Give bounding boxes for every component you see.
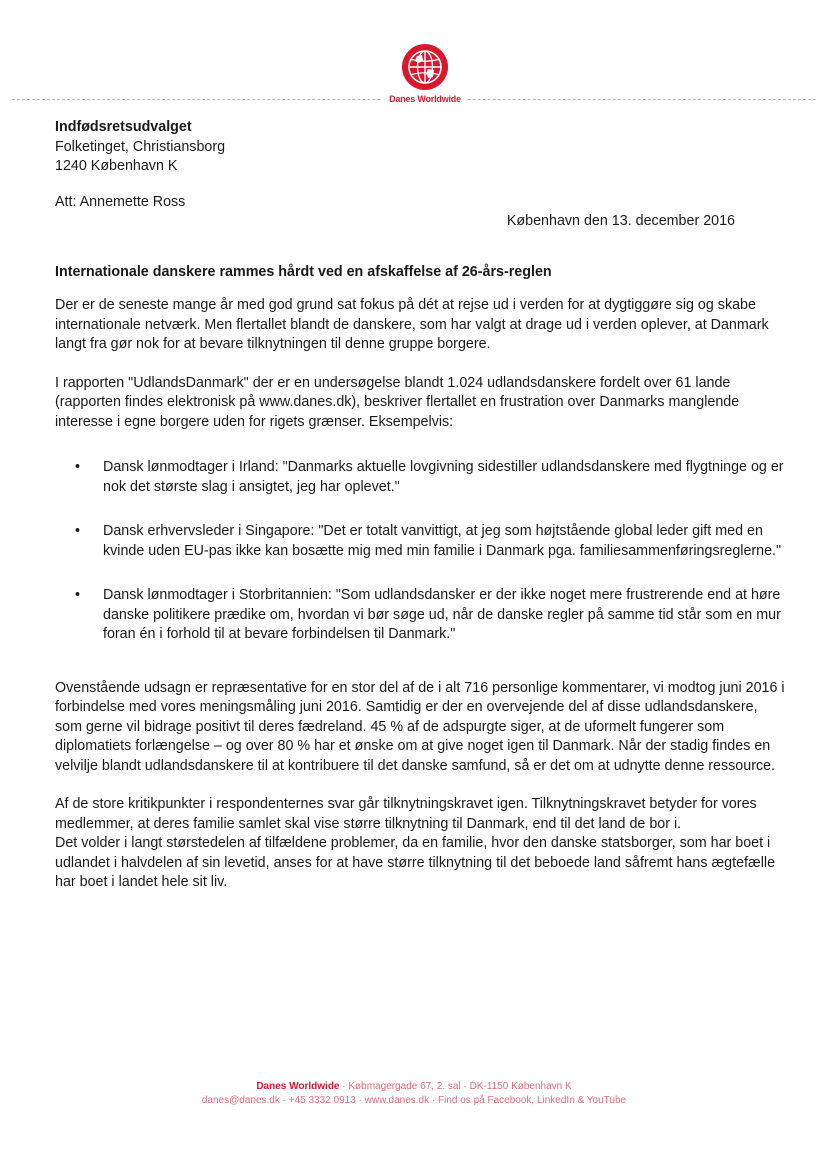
quote-text: Dansk lønmodtager i Storbritannien: "Som udlandsdansker er der ikke noget mere frustrerende end at høre danske politikere prædike om, hvordan vi bør søge ud, når de danske regler på samme tid står som en mur foran én i forhold til at bevare forbindelsen til Danmark." [103, 587, 781, 642]
recipient-line-1: Folketinget, Christiansborg [55, 138, 226, 155]
logo [382, 42, 468, 104]
attention-line: Att: Annemette Ross [55, 193, 186, 210]
quote-item [55, 586, 785, 645]
bullet-icon: • [75, 459, 81, 475]
quote-list [55, 458, 785, 645]
footer-address-line [0, 1080, 828, 1094]
quote-text: Dansk lønmodtager i Irland: "Danmarks aktuelle lovgivning sidestiller udlandsdanskere med flygtninge og er nok det største slag i ansigtet, jeg har oplevet." [103, 459, 784, 495]
logo-name: Danes Worldwide [382, 94, 468, 104]
globe-icon [400, 42, 450, 92]
quote-text: Dansk erhvervsleder i Singapore: "Det er totalt vanvittigt, at jeg som højtstående global leder gift med en kvinde uden EU-pas ikke kan bosætte mig med min familie i Danmark pga. familiesammenføringsreglerne." [103, 523, 782, 559]
recipient-org: Indfødsretsudvalget [55, 119, 192, 135]
footer-address: · Købmagergade 67, 2. sal · DK-1150 København K [339, 1081, 572, 1092]
recipient-address [55, 118, 785, 177]
footer-org-name: Danes Worldwide [256, 1081, 340, 1092]
body-paragraph: Ovenstående udsagn er repræsentative for en stor del af de i alt 716 personlige kommentarer, vi modtog juni 2016 i forbindelse med vores meningsmåling juni 2016. Samtidig er der en overvejende del af disse udlandsdanskere, som gerne vil bidrage positivt til deres fædreland. 45 % af de adspurgte siger, at de uformelt fungerer som diplomatiets forlængelse – og over 80 % har et ønske om at give noget igen til Danmark. Når der stadig findes en velvilje blandt udlandsdanskere til at kontribuere til det danske samfund, så er det om at udnytte denne ressource. [55, 679, 785, 774]
letter-footer [0, 1080, 828, 1108]
footer-contact: danes@danes.dk · +45 3332 0913 · www.danes.dk · Find os på Facebook, LinkedIn & YouTube [201, 1095, 627, 1106]
quote-item [55, 458, 785, 497]
intro-paragraph: I rapporten "UdlandsDanmark" der er en undersøgelse blandt 1.024 udlandsdanskere fordelt over 61 lande (rapporten findes elektronisk på www.danes.dk), beskriver flertallet en frustration over Danmarks manglende interesse i egne borgere uden for rigets grænser. Eksempelvis: [55, 374, 740, 430]
recipient-line-2: 1240 København K [55, 158, 178, 174]
letter-date: København den 13. december 2016 [506, 213, 735, 229]
bullet-icon: • [75, 587, 81, 603]
letter-body [55, 118, 785, 893]
quote-item [55, 522, 785, 561]
body-paragraph: Det volder i langt størstedelen af tilfældene problemer, da en familie, hvor den danske statsborger, som har boet i udlandet i halvdelen af sin levetid, anses for at have større tilknytning til det beboede land såfremt hans ægtefælle har boet i landet hele sit liv. [55, 835, 776, 890]
letter-subject: Internationale danskere rammes hårdt ved en afskaffelse af 26-års-reglen [55, 263, 552, 280]
body-paragraph: Af de store kritikpunkter i respondenternes svar går tilknytningskravet igen. Tilknytningskravet betyder for vores medlemmer, at deres familie samlet skal vise større tilknytning til Danmark, end til det land de bor i. [55, 796, 757, 832]
intro-paragraph: Der er de seneste mange år med god grund sat fokus på dét at rejse ud i verden for at dygtiggøre sig og skabe internationale netværk. Men flertallet blandt de danskere, som har valgt at drage ud i verden oplever, at Danmark langt fra gør nok for at bevare tilknytningen til denne gruppe borgere. [55, 297, 769, 352]
bullet-icon: • [75, 523, 81, 539]
